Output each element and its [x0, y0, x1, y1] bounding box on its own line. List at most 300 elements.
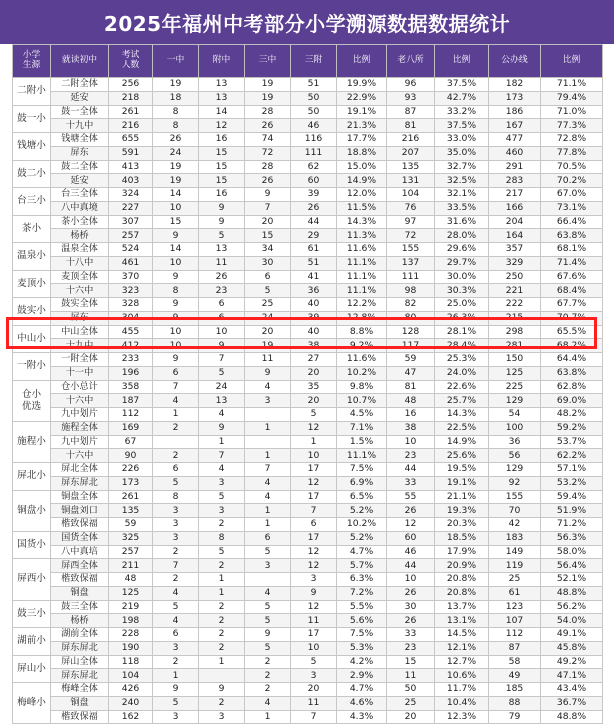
table-cell: 11: [245, 353, 291, 367]
table-cell: 12: [291, 559, 337, 573]
table-cell: 155: [489, 490, 541, 504]
table-cell: 11.1%: [337, 270, 387, 284]
table-row: [13, 380, 603, 394]
table-cell: 413: [109, 160, 153, 174]
table-cell: 104: [109, 669, 153, 683]
table-cell: 100: [489, 421, 541, 435]
column-header: 比例: [337, 45, 387, 78]
table-cell: 4: [199, 463, 245, 477]
table-cell: 5: [245, 641, 291, 655]
school-cell: 麦顶小: [13, 270, 51, 298]
table-cell: 9: [199, 683, 245, 697]
table-cell: 71.0%: [541, 105, 603, 119]
table-cell: 鼓实全体: [51, 298, 109, 312]
table-cell: 36.7%: [541, 696, 603, 710]
table-cell: 49: [489, 669, 541, 683]
table-cell: 19.1%: [435, 476, 489, 490]
table-cell: 226: [109, 463, 153, 477]
table-cell: 182: [489, 78, 541, 92]
table-cell: 31.6%: [435, 215, 489, 229]
table-cell: 68.2%: [541, 339, 603, 353]
table-cell: 66.4%: [541, 215, 603, 229]
table-cell: 250: [489, 270, 541, 284]
table-cell: 30.3%: [435, 284, 489, 298]
table-row: [13, 298, 603, 312]
table-cell: 5: [291, 655, 337, 669]
table-row: [13, 545, 603, 559]
table-cell: 7.5%: [337, 628, 387, 642]
table-cell: 77.8%: [541, 146, 603, 160]
table-cell: 26: [245, 174, 291, 188]
table-cell: 14: [153, 188, 199, 202]
table-cell: 54: [489, 408, 541, 422]
table-cell: 22.6%: [435, 380, 489, 394]
table-cell: 29.6%: [435, 243, 489, 257]
table-cell: 屏山全体: [51, 655, 109, 669]
table-cell: 46: [387, 545, 435, 559]
table-cell: 3: [199, 504, 245, 518]
table-cell: 7: [153, 559, 199, 573]
table-cell: [245, 408, 291, 422]
table-cell: 8: [153, 105, 199, 119]
table-cell: 186: [489, 105, 541, 119]
table-cell: 74: [245, 133, 291, 147]
table-cell: 59.2%: [541, 421, 603, 435]
table-cell: 一附全体: [51, 353, 109, 367]
table-cell: 35.0%: [435, 146, 489, 160]
table-cell: 24: [199, 380, 245, 394]
table-cell: 9.2%: [337, 339, 387, 353]
table-cell: 655: [109, 133, 153, 147]
table-cell: 185: [489, 683, 541, 697]
table-cell: 11: [387, 669, 435, 683]
table-cell: 98: [387, 284, 435, 298]
table-cell: 6: [245, 270, 291, 284]
table-cell: 屏东: [51, 311, 109, 325]
table-cell: 温泉全体: [51, 243, 109, 257]
table-cell: 6: [291, 518, 337, 532]
table-cell: 228: [109, 628, 153, 642]
table-cell: 17: [291, 531, 337, 545]
table-cell: 4: [153, 394, 199, 408]
table-cell: 104: [387, 188, 435, 202]
table-cell: 26: [199, 270, 245, 284]
table-cell: [199, 669, 245, 683]
table-cell: 79.4%: [541, 91, 603, 105]
table-cell: 12: [291, 476, 337, 490]
table-cell: 71.4%: [541, 256, 603, 270]
table-cell: 6: [199, 298, 245, 312]
table-cell: 36: [489, 435, 541, 449]
table-cell: 33: [387, 628, 435, 642]
table-cell: 14.9%: [337, 174, 387, 188]
table-cell: 111: [387, 270, 435, 284]
table-cell: 64.4%: [541, 353, 603, 367]
table-cell: 国货全体: [51, 531, 109, 545]
table-cell: 77.3%: [541, 119, 603, 133]
table-cell: 2: [153, 573, 199, 587]
table-cell: 71.2%: [541, 518, 603, 532]
table-cell: 117: [387, 339, 435, 353]
table-cell: 72: [387, 229, 435, 243]
table-cell: 楷致保福: [51, 710, 109, 724]
table-cell: 56.3%: [541, 531, 603, 545]
table-cell: 93: [387, 91, 435, 105]
table-cell: 2: [153, 655, 199, 669]
table-cell: 4.3%: [337, 710, 387, 724]
table-cell: 58.0%: [541, 545, 603, 559]
table-cell: 11.1%: [337, 256, 387, 270]
school-cell: 温泉小: [13, 243, 51, 271]
table-row: [13, 91, 603, 105]
table-cell: 215: [489, 311, 541, 325]
table-cell: 18.5%: [435, 531, 489, 545]
table-cell: 15: [199, 160, 245, 174]
table-cell: 173: [109, 476, 153, 490]
table-cell: 26: [387, 614, 435, 628]
table-row: [13, 160, 603, 174]
table-cell: 20: [245, 325, 291, 339]
table-row: [13, 188, 603, 202]
table-cell: 256: [109, 78, 153, 92]
table-cell: 19.1%: [337, 105, 387, 119]
table-cell: 8: [153, 119, 199, 133]
table-cell: 5.6%: [337, 614, 387, 628]
table-cell: 8.8%: [337, 325, 387, 339]
table-cell: 112: [489, 628, 541, 642]
table-cell: 240: [109, 696, 153, 710]
table-row: [13, 394, 603, 408]
table-cell: 72.8%: [541, 133, 603, 147]
table-cell: 17: [291, 463, 337, 477]
table-cell: 9: [199, 201, 245, 215]
table-header-row: [13, 45, 603, 78]
column-header: 小学 生源: [13, 45, 51, 78]
table-cell: 155: [387, 243, 435, 257]
table-cell: 9: [245, 366, 291, 380]
table-cell: 20.9%: [435, 559, 489, 573]
column-header: 就读初中: [51, 45, 109, 78]
table-cell: 27: [291, 353, 337, 367]
table-cell: 59.4%: [541, 490, 603, 504]
table-cell: 1: [245, 421, 291, 435]
table-cell: 25: [387, 696, 435, 710]
table-cell: 125: [489, 366, 541, 380]
table-cell: 26: [387, 586, 435, 600]
table-cell: 11.6%: [337, 243, 387, 257]
table-cell: 87: [387, 105, 435, 119]
table-cell: 261: [109, 105, 153, 119]
table-cell: 4.2%: [337, 655, 387, 669]
table-cell: 227: [109, 201, 153, 215]
table-cell: 7: [291, 710, 337, 724]
table-cell: 207: [387, 146, 435, 160]
table-cell: 12: [291, 600, 337, 614]
table-cell: 477: [489, 133, 541, 147]
table-cell: 38: [291, 339, 337, 353]
table-cell: 5.7%: [337, 559, 387, 573]
table-cell: 261: [109, 490, 153, 504]
table-cell: 19.5%: [435, 463, 489, 477]
table-cell: 49.2%: [541, 655, 603, 669]
table-cell: 14.5%: [435, 628, 489, 642]
table-cell: 16: [387, 408, 435, 422]
table-cell: 57.1%: [541, 463, 603, 477]
table-cell: 187: [109, 394, 153, 408]
table-cell: 1: [199, 586, 245, 600]
table-cell: 7: [291, 504, 337, 518]
table-cell: 198: [109, 614, 153, 628]
table-cell: 460: [489, 146, 541, 160]
table-cell: 358: [109, 380, 153, 394]
table-cell: 166: [489, 201, 541, 215]
table-cell: 16: [199, 133, 245, 147]
table-row: [13, 105, 603, 119]
table-cell: 6: [199, 311, 245, 325]
table-cell: 221: [489, 284, 541, 298]
table-cell: 44: [387, 463, 435, 477]
table-cell: 50: [387, 683, 435, 697]
table-cell: 2: [199, 641, 245, 655]
table-row: [13, 531, 603, 545]
table-cell: 70.7%: [541, 311, 603, 325]
table-cell: 14.3%: [435, 408, 489, 422]
table-cell: 4.6%: [337, 696, 387, 710]
table-cell: 2: [199, 559, 245, 573]
table-row: [13, 669, 603, 683]
table-cell: 2: [153, 545, 199, 559]
table-cell: 49.1%: [541, 628, 603, 642]
table-cell: 八中真培: [51, 545, 109, 559]
school-cell: 屏山小: [13, 655, 51, 683]
table-cell: 51.9%: [541, 504, 603, 518]
table-cell: 28.4%: [435, 339, 489, 353]
table-cell: 32.7%: [435, 160, 489, 174]
table-cell: 15: [199, 174, 245, 188]
table-cell: 八中真境: [51, 201, 109, 215]
table-cell: 20: [291, 394, 337, 408]
table-cell: 60: [387, 531, 435, 545]
table-cell: 屏东屏北: [51, 641, 109, 655]
table-cell: 19: [153, 160, 199, 174]
table-cell: 5.5%: [337, 600, 387, 614]
table-row: [13, 366, 603, 380]
table-cell: 延安: [51, 91, 109, 105]
table-cell: 3: [245, 559, 291, 573]
table-cell: 24.0%: [435, 366, 489, 380]
table-cell: 15: [199, 146, 245, 160]
table-row: [13, 490, 603, 504]
table-cell: 11.1%: [337, 449, 387, 463]
table-cell: 14: [153, 243, 199, 257]
table-cell: 2.9%: [337, 669, 387, 683]
table-cell: 二附全体: [51, 78, 109, 92]
table-cell: 42: [489, 518, 541, 532]
table-cell: 9: [245, 188, 291, 202]
table-cell: 524: [109, 243, 153, 257]
table-cell: 30: [245, 256, 291, 270]
column-header: 比例: [435, 45, 489, 78]
school-cell: 茶小: [13, 215, 51, 243]
table-cell: 28: [245, 160, 291, 174]
table-cell: 35: [291, 380, 337, 394]
school-cell: 施程小: [13, 421, 51, 462]
table-cell: 3: [153, 641, 199, 655]
table-cell: 222: [489, 298, 541, 312]
table-cell: 1: [291, 435, 337, 449]
table-cell: 1: [153, 408, 199, 422]
table-cell: 3: [153, 710, 199, 724]
table-cell: 63.8%: [541, 366, 603, 380]
table-cell: 8: [153, 284, 199, 298]
table-cell: 13: [199, 91, 245, 105]
data-table: [12, 44, 603, 724]
table-cell: 48.8%: [541, 710, 603, 724]
table-cell: 44: [291, 215, 337, 229]
table-cell: 325: [109, 531, 153, 545]
table-cell: 7: [199, 449, 245, 463]
table-cell: 164: [489, 229, 541, 243]
table-cell: 129: [489, 463, 541, 477]
table-cell: 162: [109, 710, 153, 724]
table-row: [13, 463, 603, 477]
table-cell: 11.6%: [337, 353, 387, 367]
table-cell: 十一中: [51, 366, 109, 380]
table-cell: 52.1%: [541, 573, 603, 587]
table-cell: 21.3%: [337, 119, 387, 133]
table-cell: 9.8%: [337, 380, 387, 394]
table-cell: 426: [109, 683, 153, 697]
table-cell: 257: [109, 545, 153, 559]
table-cell: 5.3%: [337, 641, 387, 655]
table-cell: 20: [245, 215, 291, 229]
table-cell: 1.5%: [337, 435, 387, 449]
table-cell: 20: [291, 683, 337, 697]
table-cell: 9: [153, 683, 199, 697]
table-cell: 48: [109, 573, 153, 587]
table-cell: 13.1%: [435, 614, 489, 628]
table-cell: 116: [291, 133, 337, 147]
table-cell: 13: [199, 394, 245, 408]
table-cell: 79: [489, 710, 541, 724]
table-cell: 32.1%: [435, 188, 489, 202]
table-cell: 铜盘: [51, 696, 109, 710]
table-cell: 17.7%: [337, 133, 387, 147]
table-cell: 88: [489, 696, 541, 710]
table-row: [13, 696, 603, 710]
school-cell: 鼓二小: [13, 160, 51, 188]
table-cell: 68.4%: [541, 284, 603, 298]
table-cell: 2: [199, 600, 245, 614]
table-cell: 2: [199, 696, 245, 710]
table-cell: 施程全体: [51, 421, 109, 435]
table-cell: 19: [245, 339, 291, 353]
table-cell: 25.3%: [435, 353, 489, 367]
table-cell: 4: [153, 614, 199, 628]
table-cell: 40: [291, 325, 337, 339]
table-cell: 1: [199, 655, 245, 669]
table-cell: 5.2%: [337, 504, 387, 518]
table-cell: 412: [109, 339, 153, 353]
table-cell: 47.1%: [541, 669, 603, 683]
table-cell: 7: [245, 463, 291, 477]
table-row: [13, 119, 603, 133]
table-cell: 4: [153, 586, 199, 600]
table-cell: 2: [245, 683, 291, 697]
column-header: 老八所: [387, 45, 435, 78]
table-cell: 92: [489, 476, 541, 490]
table-cell: 8: [153, 490, 199, 504]
table-cell: 36: [291, 284, 337, 298]
table-cell: 62: [291, 160, 337, 174]
table-cell: 70: [489, 504, 541, 518]
table-cell: 19: [245, 78, 291, 92]
table-cell: 5: [153, 696, 199, 710]
table-cell: 20: [387, 710, 435, 724]
table-cell: 51: [291, 78, 337, 92]
table-cell: 6.3%: [337, 573, 387, 587]
table-cell: 69.0%: [541, 394, 603, 408]
table-cell: 370: [109, 270, 153, 284]
table-cell: 11.5%: [337, 201, 387, 215]
table-cell: 11: [291, 696, 337, 710]
table-cell: 87: [489, 641, 541, 655]
table-cell: 5: [245, 600, 291, 614]
table-cell: 225: [489, 380, 541, 394]
table-cell: 9: [153, 298, 199, 312]
table-cell: 20.8%: [435, 573, 489, 587]
table-row: [13, 683, 603, 697]
table-row: [13, 133, 603, 147]
table-cell: 50: [291, 91, 337, 105]
table-cell: 70.5%: [541, 160, 603, 174]
table-cell: 324: [109, 188, 153, 202]
table-cell: 屏东屏北: [51, 669, 109, 683]
table-cell: 4.7%: [337, 545, 387, 559]
table-cell: 5.2%: [337, 531, 387, 545]
table-cell: 十六中: [51, 394, 109, 408]
table-cell: 97: [387, 215, 435, 229]
table-cell: 屏西全体: [51, 559, 109, 573]
table-cell: 楷致保福: [51, 573, 109, 587]
school-cell: 仓小 优选: [13, 380, 51, 421]
table-cell: 21.1%: [435, 490, 489, 504]
table-cell: 48: [387, 394, 435, 408]
table-cell: 40: [291, 298, 337, 312]
table-row: [13, 215, 603, 229]
table-cell: 323: [109, 284, 153, 298]
table-cell: 1: [245, 449, 291, 463]
table-cell: 73.1%: [541, 201, 603, 215]
table-cell: 25: [489, 573, 541, 587]
table-cell: 96: [387, 78, 435, 92]
table-cell: 329: [489, 256, 541, 270]
table-cell: 65.5%: [541, 325, 603, 339]
table-cell: 九中划片: [51, 408, 109, 422]
table-cell: 67.0%: [541, 188, 603, 202]
table-row: [13, 408, 603, 422]
table-row: [13, 559, 603, 573]
table-cell: 十九中: [51, 339, 109, 353]
table-cell: 43.4%: [541, 683, 603, 697]
table-row: [13, 476, 603, 490]
table-cell: 26: [291, 201, 337, 215]
table-cell: 48.2%: [541, 408, 603, 422]
table-cell: 56.4%: [541, 559, 603, 573]
table-cell: 61: [489, 586, 541, 600]
table-cell: 29.7%: [435, 256, 489, 270]
table-cell: 11.7%: [435, 683, 489, 697]
